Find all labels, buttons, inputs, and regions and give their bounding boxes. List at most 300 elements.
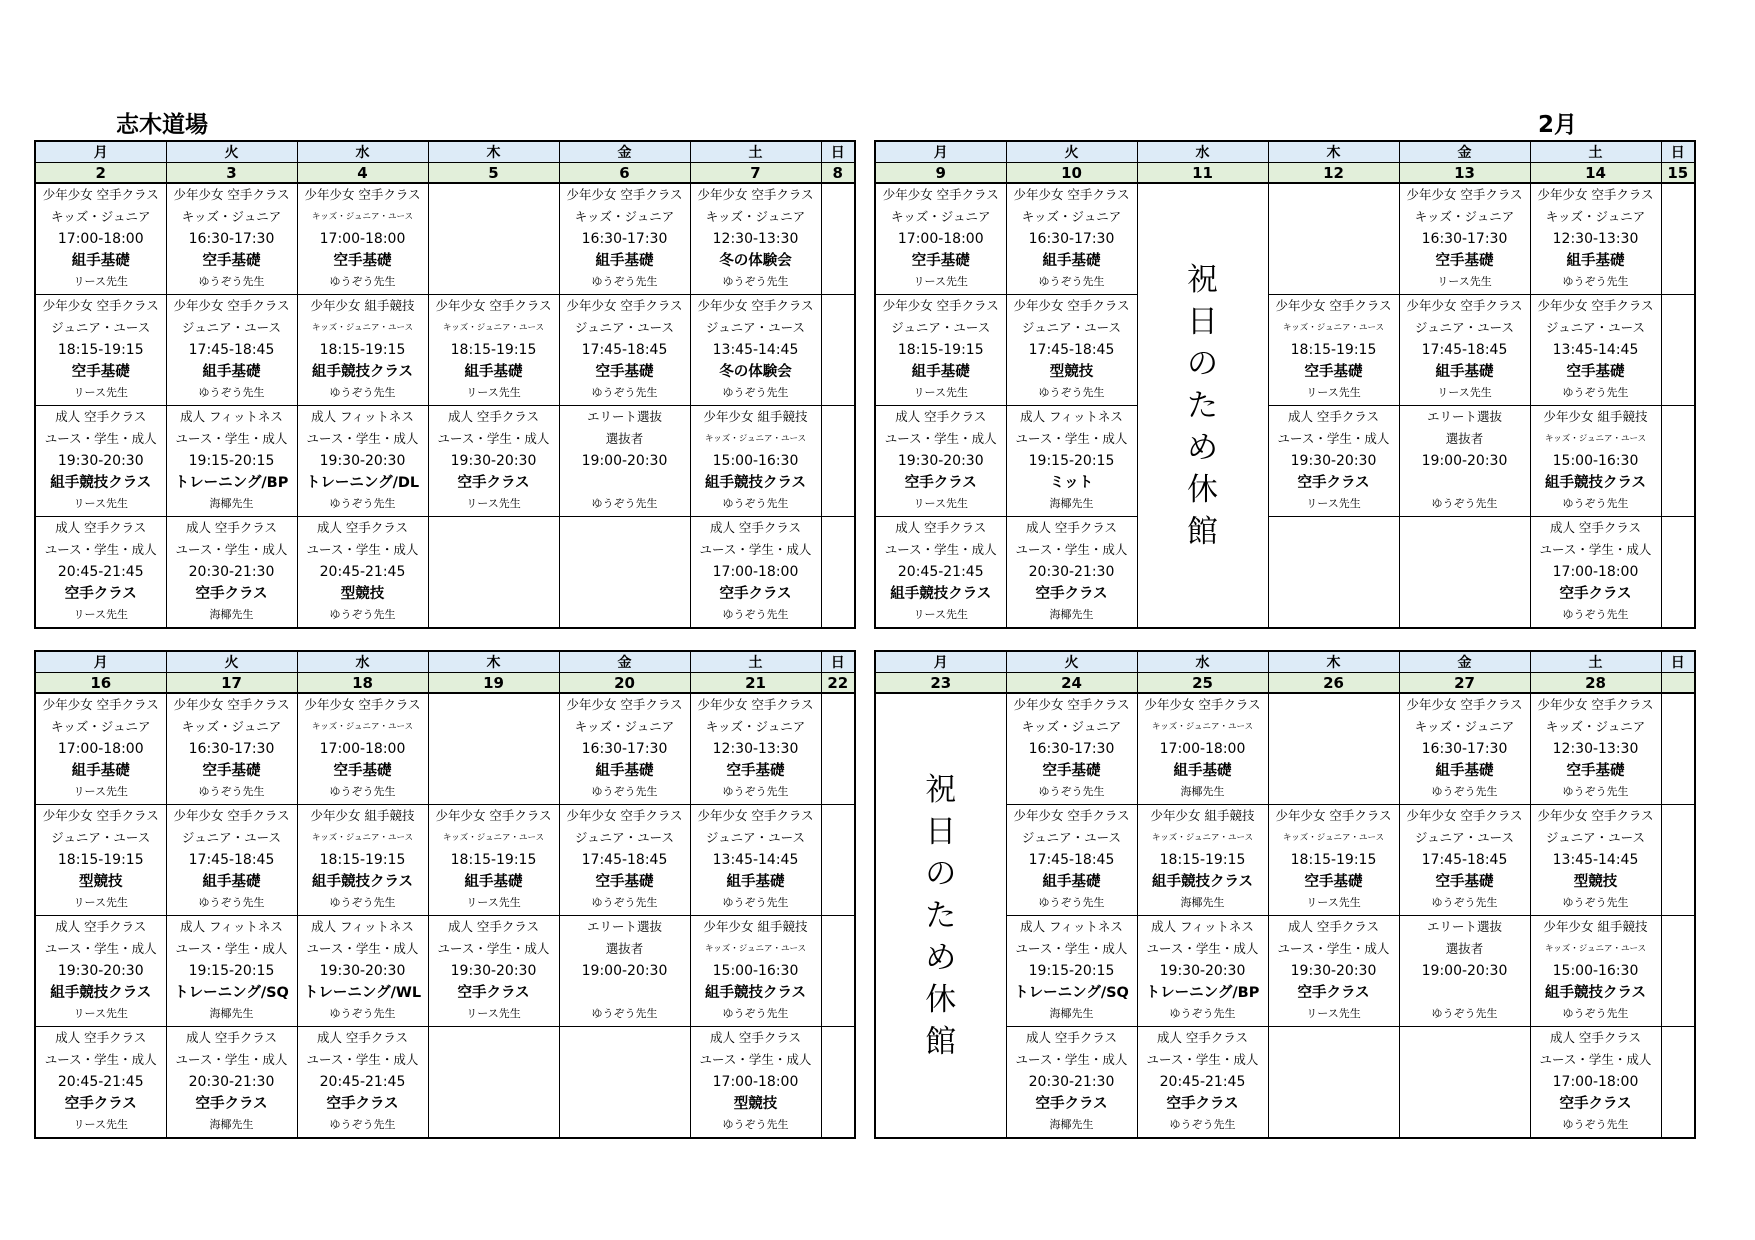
session-ages: ジュニア・ユース: [1414, 830, 1515, 845]
session-time: 19:30-20:30: [1290, 453, 1377, 469]
session-time: 18:15-19:15: [1159, 852, 1246, 868]
session-ages: キッズ・ジュニア: [1021, 719, 1122, 734]
empty-slot: [1268, 693, 1399, 805]
session-ages: ユース・学生・成人: [1015, 1052, 1128, 1067]
date-number: 13: [1399, 163, 1530, 184]
weekday-name: 日: [821, 651, 855, 673]
session-teacher: ゆうぞう先生: [198, 785, 265, 798]
class-session: [1006, 916, 1137, 1027]
session-group: 少年少女 空手クラス: [1013, 697, 1130, 712]
session-class: 組手基礎: [726, 874, 785, 890]
session-group: 少年少女 空手クラス: [435, 808, 552, 823]
session-ages: キッズ・ジュニア: [574, 209, 675, 224]
session-teacher: ゆうぞう先生: [722, 1007, 789, 1020]
class-session: [428, 406, 559, 517]
session-time: 19:00-20:30: [581, 963, 668, 979]
session-class: 空手基礎: [595, 874, 654, 890]
session-group: 少年少女 空手クラス: [566, 298, 683, 313]
session-group: 成人 フィットネス: [1020, 919, 1123, 934]
class-session: [1399, 916, 1530, 1027]
class-session: [35, 916, 166, 1027]
date-number: 3: [166, 163, 297, 184]
class-session: [297, 805, 428, 916]
session-class: 空手基礎: [202, 763, 261, 779]
session-ages: キッズ・ジュニア: [574, 719, 675, 734]
session-time: 17:00-18:00: [712, 564, 799, 580]
class-session: [166, 805, 297, 916]
session-class: 空手基礎: [1566, 763, 1625, 779]
session-teacher: ゆうぞう先生: [198, 896, 265, 909]
session-group: 成人 空手クラス: [1156, 1030, 1249, 1045]
session-row: [875, 183, 1695, 295]
session-ages: ジュニア・ユース: [1021, 830, 1122, 845]
session-teacher: 海椰先生: [1049, 497, 1094, 510]
session-class: 組手競技クラス: [1151, 874, 1254, 890]
session-class: 組手基礎: [202, 874, 261, 890]
weekday-name: 水: [1137, 651, 1268, 673]
session-time: 17:00-18:00: [319, 231, 406, 247]
session-class: 組手競技クラス: [1544, 985, 1647, 1001]
weekday-name: 土: [1530, 651, 1661, 673]
class-session: [875, 406, 1006, 517]
session-time: 19:15-20:15: [188, 963, 275, 979]
session-group: エリート選抜: [1426, 409, 1502, 424]
class-session: [428, 805, 559, 916]
session-teacher: ゆうぞう先生: [591, 1007, 658, 1020]
session-ages: 選抜者: [605, 941, 644, 956]
session-teacher: リース先生: [466, 896, 521, 909]
session-class: 空手クラス: [457, 475, 530, 491]
weekday-name: 日: [1661, 651, 1695, 673]
session-teacher: リース先生: [1437, 386, 1492, 399]
session-group: 少年少女 空手クラス: [1275, 808, 1392, 823]
session-group: 成人 空手クラス: [55, 1030, 147, 1045]
session-time: 19:15-20:15: [1028, 963, 1115, 979]
class-session: [297, 693, 428, 805]
session-group: エリート選抜: [586, 409, 662, 424]
class-session: [35, 295, 166, 406]
class-session: [559, 406, 690, 517]
empty-slot: [821, 1027, 855, 1139]
session-teacher: ゆうぞう先生: [1038, 896, 1105, 909]
class-session: [559, 693, 690, 805]
session-teacher: ゆうぞう先生: [1562, 608, 1629, 621]
session-time: 20:45-21:45: [1159, 1074, 1246, 1090]
session-ages: 選抜者: [1445, 941, 1484, 956]
class-session: [1137, 1027, 1268, 1139]
empty-slot: [1661, 517, 1695, 629]
date-number: 6: [559, 163, 690, 184]
session-class: 型競技: [340, 586, 385, 602]
date-number: 8: [821, 163, 855, 184]
session-teacher: ゆうぞう先生: [329, 1118, 396, 1131]
session-time: 17:00-18:00: [1159, 741, 1246, 757]
empty-slot: [821, 693, 855, 805]
session-teacher: 海椰先生: [1180, 896, 1225, 909]
date-number: 2: [35, 163, 166, 184]
session-ages: ユース・学生・成人: [1146, 941, 1259, 956]
session-time: 20:45-21:45: [319, 564, 406, 580]
session-row: [875, 295, 1695, 406]
session-group: 成人 フィットネス: [1151, 919, 1254, 934]
session-teacher: リース先生: [1306, 1007, 1361, 1020]
session-teacher: ゆうぞう先生: [722, 785, 789, 798]
session-time: 19:30-20:30: [319, 453, 406, 469]
session-group: 少年少女 空手クラス: [1144, 697, 1261, 712]
class-session: [559, 916, 690, 1027]
session-teacher: リース先生: [73, 497, 128, 510]
session-class: 空手基礎: [333, 253, 392, 269]
session-group: 成人 空手クラス: [1549, 1030, 1642, 1045]
session-class: 組手基礎: [71, 763, 130, 779]
class-session: [1530, 406, 1661, 517]
session-group: 少年少女 空手クラス: [173, 808, 290, 823]
week-table: [34, 140, 856, 629]
class-session: [1530, 295, 1661, 406]
session-ages: ジュニア・ユース: [1545, 320, 1646, 335]
session-teacher: リース先生: [73, 386, 128, 399]
session-group: 成人 空手クラス: [1287, 409, 1380, 424]
session-group: 少年少女 空手クラス: [882, 187, 999, 202]
session-class: [560, 982, 690, 1004]
session-ages: ユース・学生・成人: [1015, 431, 1128, 446]
session-time: 17:00-18:00: [712, 1074, 799, 1090]
session-class: 空手基礎: [595, 364, 654, 380]
session-class: [1400, 472, 1530, 494]
session-class: 空手基礎: [202, 253, 261, 269]
empty-slot: [428, 1027, 559, 1139]
session-time: 18:15-19:15: [1290, 852, 1377, 868]
empty-slot: [1661, 693, 1695, 805]
session-ages: キッズ・ジュニア・ユース: [1544, 944, 1647, 954]
class-session: [166, 183, 297, 295]
empty-slot: [821, 183, 855, 295]
week-table: [874, 140, 1696, 629]
session-group: 少年少女 空手クラス: [1013, 187, 1130, 202]
session-teacher: 海椰先生: [209, 1007, 254, 1020]
session-ages: ユース・学生・成人: [44, 542, 157, 557]
session-ages: ジュニア・ユース: [891, 320, 991, 335]
empty-slot: [1268, 517, 1399, 629]
session-ages: ユース・学生・成人: [306, 431, 419, 446]
weekday-name: 日: [821, 141, 855, 163]
session-ages: ジュニア・ユース: [1021, 320, 1122, 335]
session-teacher: リース先生: [913, 386, 968, 399]
session-group: 成人 空手クラス: [709, 520, 802, 535]
session-ages: ユース・学生・成人: [1015, 941, 1128, 956]
session-group: 成人 空手クラス: [185, 1030, 278, 1045]
session-ages: ユース・学生・成人: [1015, 542, 1128, 557]
session-ages: キッズ・ジュニア・ユース: [704, 434, 807, 444]
session-ages: ユース・学生・成人: [175, 1052, 288, 1067]
session-group: 少年少女 空手クラス: [173, 697, 290, 712]
class-session: [166, 295, 297, 406]
session-class: 組手基礎: [1435, 763, 1494, 779]
session-time: 16:30-17:30: [581, 741, 668, 757]
session-class: 空手クラス: [1297, 475, 1370, 491]
session-time: 20:45-21:45: [319, 1074, 406, 1090]
session-class: 空手基礎: [333, 763, 392, 779]
session-class: トレーニング/WL: [303, 985, 422, 1001]
session-time: 18:15-19:15: [1290, 342, 1377, 358]
session-ages: ユース・学生・成人: [306, 1052, 419, 1067]
session-group: 少年少女 空手クラス: [1406, 808, 1523, 823]
class-session: [35, 183, 166, 295]
class-session: [1006, 517, 1137, 629]
session-teacher: リース先生: [73, 785, 128, 798]
session-class: 組手基礎: [595, 253, 654, 269]
date-number: 12: [1268, 163, 1399, 184]
session-teacher: ゆうぞう先生: [591, 386, 658, 399]
weekday-row: [35, 141, 855, 163]
weekday-name: 木: [428, 141, 559, 163]
session-group: 成人 空手クラス: [1549, 520, 1642, 535]
date-row: [35, 673, 855, 694]
date-number: [1661, 673, 1695, 694]
session-class: 組手基礎: [1435, 364, 1494, 380]
session-teacher: ゆうぞう先生: [198, 275, 265, 288]
session-time: 20:45-21:45: [897, 564, 984, 580]
session-group: 少年少女 組手競技: [310, 808, 415, 823]
session-teacher: 海椰先生: [209, 1118, 254, 1131]
session-class: 組手基礎: [464, 364, 523, 380]
session-time: 16:30-17:30: [1421, 741, 1508, 757]
session-teacher: ゆうぞう先生: [722, 275, 789, 288]
session-teacher: ゆうぞう先生: [722, 608, 789, 621]
session-ages: ユース・学生・成人: [44, 431, 157, 446]
weekday-name: 月: [35, 141, 166, 163]
class-session: [690, 517, 821, 629]
session-ages: ユース・学生・成人: [175, 941, 288, 956]
session-ages: キッズ・ジュニア: [181, 719, 282, 734]
weekday-name: 金: [559, 651, 690, 673]
session-time: 19:30-20:30: [450, 963, 537, 979]
session-teacher: ゆうぞう先生: [1562, 896, 1629, 909]
date-number: 9: [875, 163, 1006, 184]
session-group: 成人 空手クラス: [185, 520, 278, 535]
session-teacher: ゆうぞう先生: [1431, 497, 1498, 510]
session-teacher: リース先生: [913, 497, 968, 510]
session-teacher: ゆうぞう先生: [1038, 386, 1105, 399]
session-group: 少年少女 空手クラス: [42, 298, 159, 313]
session-class: 組手基礎: [911, 364, 970, 380]
session-time: 15:00-16:30: [712, 963, 799, 979]
session-time: 17:45-18:45: [1028, 852, 1115, 868]
session-ages: ジュニア・ユース: [705, 830, 806, 845]
session-group: 成人 空手クラス: [1025, 520, 1118, 535]
session-time: 19:30-20:30: [57, 453, 144, 469]
session-teacher: ゆうぞう先生: [329, 785, 396, 798]
session-group: 少年少女 空手クラス: [1275, 298, 1392, 313]
date-number: 21: [690, 673, 821, 694]
session-group: 少年少女 空手クラス: [304, 187, 421, 202]
weekday-name: 火: [166, 651, 297, 673]
session-time: 18:15-19:15: [57, 342, 144, 358]
class-session: [690, 406, 821, 517]
session-time: 16:30-17:30: [1028, 741, 1115, 757]
session-group: 少年少女 空手クラス: [42, 697, 159, 712]
date-number: 20: [559, 673, 690, 694]
class-session: [428, 916, 559, 1027]
session-time: 19:30-20:30: [897, 453, 984, 469]
class-session: [1268, 406, 1399, 517]
session-ages: ユース・学生・成人: [437, 431, 550, 446]
session-ages: ユース・学生・成人: [884, 431, 997, 446]
weekday-name: 金: [1399, 651, 1530, 673]
date-number: 19: [428, 673, 559, 694]
session-class: 組手基礎: [71, 253, 130, 269]
session-teacher: ゆうぞう先生: [1562, 497, 1629, 510]
empty-slot: [1661, 406, 1695, 517]
session-teacher: ゆうぞう先生: [329, 275, 396, 288]
dojo-name: 志木道場: [116, 112, 208, 138]
session-ages: キッズ・ジュニア・ユース: [1151, 833, 1254, 843]
class-session: [166, 916, 297, 1027]
date-number: 7: [690, 163, 821, 184]
session-time: 17:45-18:45: [188, 852, 275, 868]
class-session: [559, 805, 690, 916]
session-group: 成人 空手クラス: [447, 409, 540, 424]
session-group: 成人 空手クラス: [316, 1030, 409, 1045]
session-ages: ジュニア・ユース: [181, 320, 282, 335]
session-time: 19:15-20:15: [188, 453, 275, 469]
session-class: 型競技: [79, 874, 123, 890]
empty-slot: [1399, 517, 1530, 629]
session-group: 成人 空手クラス: [1287, 919, 1380, 934]
session-teacher: ゆうぞう先生: [1431, 896, 1498, 909]
session-group: 少年少女 空手クラス: [1406, 187, 1523, 202]
session-class: 空手クラス: [719, 586, 792, 602]
weekday-name: 月: [875, 651, 1006, 673]
session-group: 成人 空手クラス: [55, 409, 147, 424]
weekday-name: 火: [1006, 141, 1137, 163]
session-time: 15:00-16:30: [1552, 963, 1639, 979]
session-time: 13:45-14:45: [712, 342, 799, 358]
session-time: 19:00-20:30: [581, 453, 668, 469]
session-class: 空手基礎: [1042, 763, 1101, 779]
session-class: 組手競技クラス: [704, 985, 807, 1001]
session-time: 16:30-17:30: [188, 231, 275, 247]
session-teacher: ゆうぞう先生: [722, 1118, 789, 1131]
session-class: 型競技: [733, 1096, 778, 1112]
session-class: 空手基礎: [1435, 253, 1494, 269]
class-session: [35, 517, 166, 629]
session-time: 19:00-20:30: [1421, 963, 1508, 979]
session-class: 空手クラス: [326, 1096, 399, 1112]
session-class: 型競技: [1049, 364, 1094, 380]
class-session: [690, 1027, 821, 1139]
session-ages: ユース・学生・成人: [1539, 1052, 1652, 1067]
session-teacher: ゆうぞう先生: [591, 275, 658, 288]
session-class: ミット: [1049, 475, 1094, 491]
session-time: 20:30-21:30: [1028, 1074, 1115, 1090]
session-class: 空手クラス: [904, 475, 977, 491]
date-number: 27: [1399, 673, 1530, 694]
session-group: 成人 フィットネス: [1020, 409, 1123, 424]
session-teacher: ゆうぞう先生: [1562, 785, 1629, 798]
class-session: [35, 805, 166, 916]
session-group: 少年少女 組手競技: [1150, 808, 1255, 823]
date-number: 16: [35, 673, 166, 694]
session-ages: ジュニア・ユース: [181, 830, 282, 845]
class-session: [1006, 183, 1137, 295]
session-teacher: ゆうぞう先生: [1038, 785, 1105, 798]
session-ages: ユース・学生・成人: [884, 542, 997, 557]
session-teacher: リース先生: [466, 1007, 521, 1020]
session-group: 少年少女 空手クラス: [1013, 808, 1130, 823]
month-label: 2月: [1538, 112, 1578, 138]
date-number: 26: [1268, 673, 1399, 694]
session-ages: キッズ・ジュニア・ユース: [311, 833, 414, 843]
session-class: 空手基礎: [1304, 364, 1363, 380]
date-number: 25: [1137, 673, 1268, 694]
session-teacher: リース先生: [1306, 896, 1361, 909]
session-time: 17:45-18:45: [188, 342, 275, 358]
session-group: 少年少女 空手クラス: [1537, 187, 1654, 202]
class-session: [297, 1027, 428, 1139]
class-session: [1006, 1027, 1137, 1139]
class-session: [1530, 916, 1661, 1027]
session-teacher: リース先生: [73, 896, 128, 909]
session-ages: キッズ・ジュニア: [1414, 719, 1515, 734]
session-class: 組手競技クラス: [50, 985, 152, 1001]
session-time: 13:45-14:45: [1552, 342, 1639, 358]
class-session: [1530, 693, 1661, 805]
session-group: 少年少女 空手クラス: [566, 187, 683, 202]
class-session: [1006, 295, 1137, 406]
session-class: 空手クラス: [1166, 1096, 1239, 1112]
session-ages: キッズ・ジュニア・ユース: [442, 833, 545, 843]
session-time: 12:30-13:30: [712, 741, 799, 757]
session-time: 20:30-21:30: [1028, 564, 1115, 580]
session-class: トレーニング/BP: [1145, 985, 1260, 1001]
session-ages: キッズ・ジュニア: [50, 719, 151, 734]
weekday-name: 木: [1268, 651, 1399, 673]
session-group: 少年少女 空手クラス: [1013, 298, 1130, 313]
session-time: 20:30-21:30: [188, 564, 275, 580]
week-table: [874, 650, 1696, 1139]
session-teacher: リース先生: [1437, 275, 1492, 288]
class-session: [559, 295, 690, 406]
empty-slot: [1268, 183, 1399, 295]
session-ages: ジュニア・ユース: [1545, 830, 1646, 845]
empty-slot: [1268, 1027, 1399, 1139]
closed-text: 祝 日 の た め 休 館: [1187, 261, 1218, 550]
session-time: 17:45-18:45: [1421, 852, 1508, 868]
empty-slot: [821, 406, 855, 517]
session-group: 少年少女 空手クラス: [1537, 697, 1654, 712]
session-class: 空手クラス: [64, 586, 137, 602]
session-teacher: ゆうぞう先生: [1562, 386, 1629, 399]
weekday-name: 土: [690, 651, 821, 673]
class-session: [1399, 295, 1530, 406]
empty-slot: [1399, 1027, 1530, 1139]
empty-slot: [1661, 1027, 1695, 1139]
class-session: [1530, 183, 1661, 295]
session-ages: ジュニア・ユース: [51, 830, 151, 845]
class-session: [1399, 183, 1530, 295]
session-teacher: 海椰先生: [1049, 608, 1094, 621]
class-session: [1399, 805, 1530, 916]
session-ages: ユース・学生・成人: [306, 542, 419, 557]
session-teacher: ゆうぞう先生: [329, 608, 396, 621]
session-row: [35, 183, 855, 295]
date-number: 17: [166, 673, 297, 694]
session-group: エリート選抜: [586, 919, 662, 934]
session-group: 成人 フィットネス: [311, 409, 414, 424]
weekday-name: 金: [559, 141, 690, 163]
weekday-name: 火: [166, 141, 297, 163]
